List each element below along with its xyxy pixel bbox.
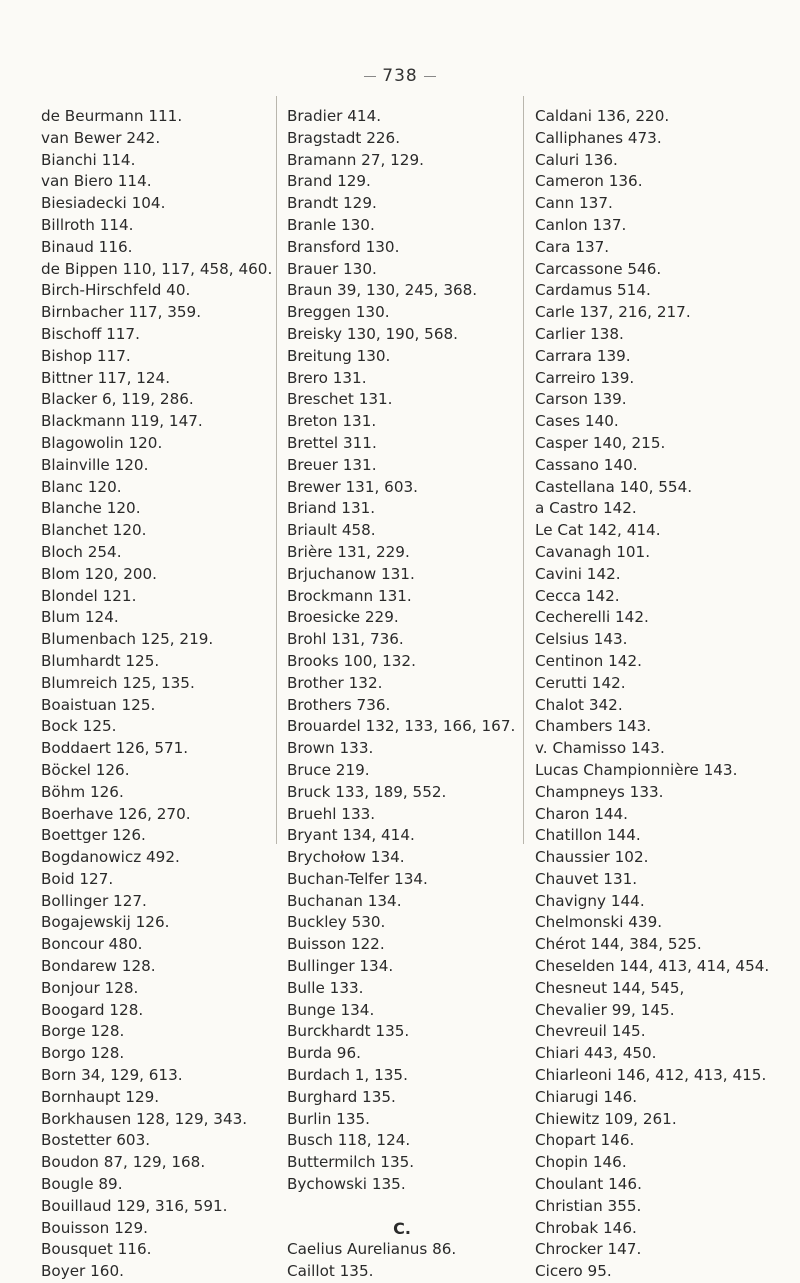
index-entry: Boettger 126. xyxy=(41,826,146,845)
index-entry: Böckel 126. xyxy=(41,760,130,779)
index-entry: Caluri 136. xyxy=(535,150,618,169)
index-entry: Bragstadt 226. xyxy=(287,128,401,147)
index-entry: Boid 127. xyxy=(41,869,114,888)
index-entry: Bryant 134, 414. xyxy=(287,826,415,845)
index-entry: Blom 120, 200. xyxy=(41,564,158,583)
index-entry: Casper 140, 215. xyxy=(535,433,666,452)
index-entry: Bousquet 116. xyxy=(41,1240,152,1259)
index-entry: Cases 140. xyxy=(535,412,619,431)
index-entry: Breuer 131. xyxy=(287,455,377,474)
index-entry: Bulle 133. xyxy=(287,978,364,997)
dash-left xyxy=(364,76,376,77)
index-entry: Christian 355. xyxy=(535,1196,642,1215)
index-entry: Chérot 144, 384, 525. xyxy=(535,935,702,954)
index-entry: Brockmann 131. xyxy=(287,586,412,605)
index-entry: Biesiadecki 104. xyxy=(41,194,166,213)
index-entry: Calliphanes 473. xyxy=(535,128,662,147)
index-entry: Braun 39, 130, 245, 368. xyxy=(287,281,478,300)
index-entry: Brohl 131, 736. xyxy=(287,630,404,649)
index-entry: Carreiro 139. xyxy=(535,368,635,387)
index-entry: Brychołow 134. xyxy=(287,848,405,867)
index-entry: Carson 139. xyxy=(535,390,627,409)
index-entry: Borkhausen 128, 129, 343. xyxy=(41,1109,248,1128)
index-entry: Bollinger 127. xyxy=(41,891,147,910)
index-entry: Bornhaupt 129. xyxy=(41,1087,160,1106)
index-entry: Boudon 87, 129, 168. xyxy=(41,1153,206,1172)
index-entry: Bonjour 128. xyxy=(41,978,139,997)
page-number: 738 xyxy=(382,66,418,86)
index-entry: Chelmonski 439. xyxy=(535,913,663,932)
index-entry: Chiewitz 109, 261. xyxy=(535,1109,677,1128)
index-entry: Cara 137. xyxy=(535,237,610,256)
index-entry: Briault 458. xyxy=(287,521,376,540)
index-entry: Breggen 130. xyxy=(287,303,390,322)
dash-right xyxy=(424,76,436,77)
index-entry: Bondarew 128. xyxy=(41,957,156,976)
index-entry: Burckhardt 135. xyxy=(287,1022,410,1041)
index-entry: Charon 144. xyxy=(535,804,629,823)
index-entry: Burdach 1, 135. xyxy=(287,1066,408,1085)
index-entry: Bransford 130. xyxy=(287,237,400,256)
index-entry: Brandt 129. xyxy=(287,194,377,213)
index-entry: Cameron 136. xyxy=(535,172,643,191)
index-entry: Branle 130. xyxy=(287,215,375,234)
index-entry: Brettel 311. xyxy=(287,433,377,452)
index-entry: Bullinger 134. xyxy=(287,957,394,976)
index-entry: v. Chamisso 143. xyxy=(535,739,665,758)
section-spacer xyxy=(287,1196,517,1218)
index-entry: a Castro 142. xyxy=(535,499,637,518)
index-entry: Bychowski 135. xyxy=(287,1175,406,1194)
index-entry: Breitung 130. xyxy=(287,346,391,365)
index-entry: Binaud 116. xyxy=(41,237,133,256)
index-entry: Blumhardt 125. xyxy=(41,651,160,670)
index-entry: Chiari 443, 450. xyxy=(535,1044,657,1063)
index-entry: Bougle 89. xyxy=(41,1175,123,1194)
index-entry: Chopart 146. xyxy=(535,1131,635,1150)
index-entry: Böhm 126. xyxy=(41,782,124,801)
index-entry: van Bewer 242. xyxy=(41,128,161,147)
index-entry: Chopin 146. xyxy=(535,1153,627,1172)
index-entry: Buckley 530. xyxy=(287,913,386,932)
index-entry: Buttermilch 135. xyxy=(287,1153,415,1172)
index-entry: Caillot 135. xyxy=(287,1262,374,1281)
index-entry: Carle 137, 216, 217. xyxy=(535,303,691,322)
index-entry: Bogdanowicz 492. xyxy=(41,848,180,867)
index-entry: Bramann 27, 129. xyxy=(287,150,424,169)
index-entry: Boaistuan 125. xyxy=(41,695,156,714)
index-entry: Brouardel 132, 133, 166, 167. xyxy=(287,717,516,736)
index-entry: Chaussier 102. xyxy=(535,848,649,867)
index-entry: Cardamus 514. xyxy=(535,281,651,300)
index-entry: Bruehl 133. xyxy=(287,804,376,823)
index-entry: Blanche 120. xyxy=(41,499,141,518)
index-entry: de Bippen 110, 117, 458, 460. xyxy=(41,259,273,278)
index-entry: Brewer 131, 603. xyxy=(287,477,418,496)
index-entry: Boncour 480. xyxy=(41,935,143,954)
index-entry: Brand 129. xyxy=(287,172,371,191)
page-number-line xyxy=(0,66,800,86)
index-entry: Bruck 133, 189, 552. xyxy=(287,782,447,801)
index-entry: Borgo 128. xyxy=(41,1044,125,1063)
index-entry: Chevreuil 145. xyxy=(535,1022,646,1041)
index-entry: Blanc 120. xyxy=(41,477,122,496)
index-entry: Bittner 117, 124. xyxy=(41,368,171,387)
index-entry: Chevalier 99, 145. xyxy=(535,1000,675,1019)
index-entry: Born 34, 129, 613. xyxy=(41,1066,183,1085)
index-entry: Chauvet 131. xyxy=(535,869,638,888)
index-entry: Blum 124. xyxy=(41,608,119,627)
index-entry: Caldani 136, 220. xyxy=(535,107,670,125)
index-entry: Bouillaud 129, 316, 591. xyxy=(41,1196,228,1215)
index-entry: Broesicke 229. xyxy=(287,608,399,627)
index-entry: Blacker 6, 119, 286. xyxy=(41,390,194,409)
index-entry: Chalot 342. xyxy=(535,695,623,714)
index-entry: Chrocker 147. xyxy=(535,1240,642,1259)
index-entry: Burda 96. xyxy=(287,1044,361,1063)
index-entry: Birnbacher 117, 359. xyxy=(41,303,202,322)
index-entry: Burghard 135. xyxy=(287,1087,396,1106)
index-entry: Chesneut 144, 545, xyxy=(535,978,685,997)
index-entry: Cann 137. xyxy=(535,194,613,213)
index-entry: Lucas Championnière 143. xyxy=(535,760,738,779)
index-entry: Blondel 121. xyxy=(41,586,137,605)
index-entry: Bianchi 114. xyxy=(41,150,136,169)
index-entry: Brière 131, 229. xyxy=(287,542,410,561)
index-entry: Bogajewskij 126. xyxy=(41,913,170,932)
index-entry: Cavini 142. xyxy=(535,564,621,583)
index-entry: Bouisson 129. xyxy=(41,1218,148,1237)
index-column-3 xyxy=(535,106,769,1283)
index-entry: Boogard 128. xyxy=(41,1000,144,1019)
index-entry: Carlier 138. xyxy=(535,324,624,343)
index-entry: Bruce 219. xyxy=(287,760,370,779)
index-entry: Brown 133. xyxy=(287,739,374,758)
index-entry: Le Cat 142, 414. xyxy=(535,521,661,540)
index-entry: Chiarugi 146. xyxy=(535,1087,638,1106)
index-entry: Celsius 143. xyxy=(535,630,628,649)
index-entry: Brooks 100, 132. xyxy=(287,651,416,670)
index-entry: Centinon 142. xyxy=(535,651,642,670)
index-entry: Billroth 114. xyxy=(41,215,134,234)
index-entry: Bradier 414. xyxy=(287,107,382,125)
index-column-1 xyxy=(41,106,272,1283)
index-entry: Bunge 134. xyxy=(287,1000,375,1019)
index-entry: Chambers 143. xyxy=(535,717,652,736)
index-entry: Chiarleoni 146, 412, 413, 415. xyxy=(535,1066,767,1085)
index-entry: Brothers 736. xyxy=(287,695,391,714)
index-entry: Blagowolin 120. xyxy=(41,433,163,452)
index-entry: Birch-Hirschfeld 40. xyxy=(41,281,191,300)
index-entry: Briand 131. xyxy=(287,499,376,518)
index-entry: Cassano 140. xyxy=(535,455,638,474)
index-entry: Cecca 142. xyxy=(535,586,620,605)
index-entry: Castellana 140, 554. xyxy=(535,477,693,496)
index-entry: Chatillon 144. xyxy=(535,826,641,845)
index-entry: Cicero 95. xyxy=(535,1262,612,1281)
index-entry: Chrobak 146. xyxy=(535,1218,637,1237)
index-entry: Brero 131. xyxy=(287,368,367,387)
index-entry: Cecherelli 142. xyxy=(535,608,649,627)
index-entry: Brother 132. xyxy=(287,673,383,692)
index-entry: Bischoff 117. xyxy=(41,324,140,343)
index-entry: Brauer 130. xyxy=(287,259,377,278)
index-entry: Brjuchanow 131. xyxy=(287,564,415,583)
index-entry: Blanchet 120. xyxy=(41,521,147,540)
index-entry: van Biero 114. xyxy=(41,172,152,191)
index-entry: Boyer 160. xyxy=(41,1262,124,1281)
index-entry: Caelius Aurelianus 86. xyxy=(287,1240,457,1259)
index-entry: Canlon 137. xyxy=(535,215,627,234)
index-entry: Bostetter 603. xyxy=(41,1131,151,1150)
index-entry: Breisky 130, 190, 568. xyxy=(287,324,458,343)
index-entry: Busch 118, 124. xyxy=(287,1131,411,1150)
index-entry: Borge 128. xyxy=(41,1022,125,1041)
index-entry: Chavigny 144. xyxy=(535,891,645,910)
index-entry: Choulant 146. xyxy=(535,1175,642,1194)
index-entry: Blackmann 119, 147. xyxy=(41,412,203,431)
index-entry: Buchan-Telfer 134. xyxy=(287,869,428,888)
index-entry: Breschet 131. xyxy=(287,390,393,409)
index-entry: Boddaert 126, 571. xyxy=(41,739,189,758)
index-entry: Cerutti 142. xyxy=(535,673,626,692)
index-entry: Blainville 120. xyxy=(41,455,149,474)
index-entry: Boerhave 126, 270. xyxy=(41,804,191,823)
index-entry: Blumreich 125, 135. xyxy=(41,673,195,692)
column-divider-2 xyxy=(523,96,524,844)
index-entry: Burlin 135. xyxy=(287,1109,370,1128)
index-entry: Buchanan 134. xyxy=(287,891,402,910)
index-entry: Breton 131. xyxy=(287,412,377,431)
index-entry: Bock 125. xyxy=(41,717,117,736)
index-entry: Champneys 133. xyxy=(535,782,664,801)
section-heading: C. xyxy=(393,1218,411,1238)
column-divider-1 xyxy=(276,96,277,844)
index-entry: Blumenbach 125, 219. xyxy=(41,630,214,649)
index-entry: Buisson 122. xyxy=(287,935,385,954)
index-entry: Cheselden 144, 413, 414, 454. xyxy=(535,957,770,976)
index-entry: Carcassone 546. xyxy=(535,259,662,278)
index-entry: de Beurmann 111. xyxy=(41,107,183,125)
index-entry: Cavanagh 101. xyxy=(535,542,651,561)
index-entry: Bishop 117. xyxy=(41,346,131,365)
index-entry: Bloch 254. xyxy=(41,542,122,561)
index-column-2 xyxy=(287,106,517,1283)
index-entry: Carrara 139. xyxy=(535,346,631,365)
